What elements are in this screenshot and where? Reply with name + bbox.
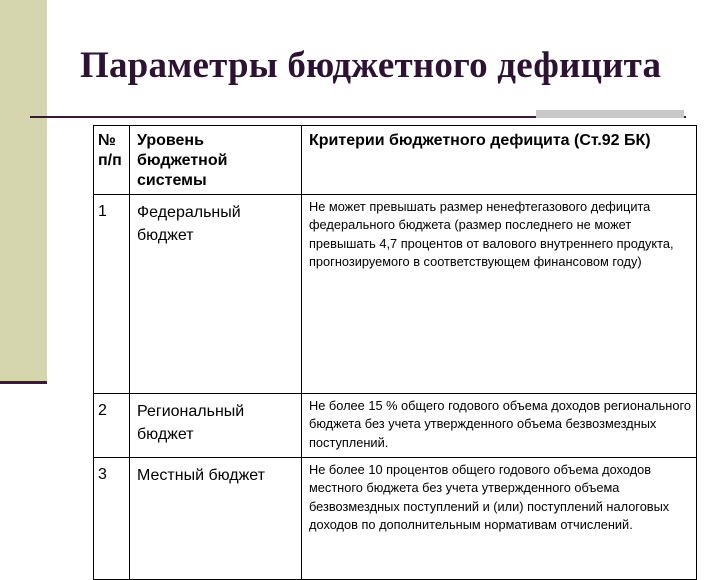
row-criteria: Не может превышать размер ненефтегазового дефицита федерального бюджета (размер последнего не может превышать 4,7 процентов от валового внутреннего продукта, прогнозируемого в соответствующем финансовом году) (302, 195, 697, 394)
budget-deficit-table (93, 125, 697, 580)
row-number: 1 (94, 195, 130, 394)
row-level: Федеральный бюджет (130, 195, 302, 394)
header-criteria: Критерии бюджетного дефицита (Ст.92 БК) (302, 126, 697, 195)
row-level: Местный бюджет (130, 458, 302, 580)
row-criteria: Не более 10 процентов общего годового объема доходов местного бюджета без учета утвержденного объема безвозмездных поступлений и (или) поступлений налоговых доходов по дополнительным нормативам отчислений. (302, 458, 697, 580)
header-number: № п/п (94, 126, 130, 195)
row-number: 3 (94, 458, 130, 580)
row-number: 2 (94, 394, 130, 458)
table-row (94, 394, 697, 458)
title-accent-bar (536, 110, 684, 118)
table-header-row (94, 126, 697, 195)
decorative-side-bar-rule (0, 381, 47, 384)
slide-title: Параметры бюджетного дефицита (80, 45, 662, 86)
decorative-side-bar (0, 0, 47, 383)
header-level: Уровень бюджетной системы (130, 126, 302, 195)
row-criteria: Не более 15 % общего годового объема доходов регионального бюджета без учета утвержденного объема безвозмездных поступлений. (302, 394, 697, 458)
row-level: Региональный бюджет (130, 394, 302, 458)
table-row (94, 195, 697, 394)
table-row (94, 458, 697, 580)
